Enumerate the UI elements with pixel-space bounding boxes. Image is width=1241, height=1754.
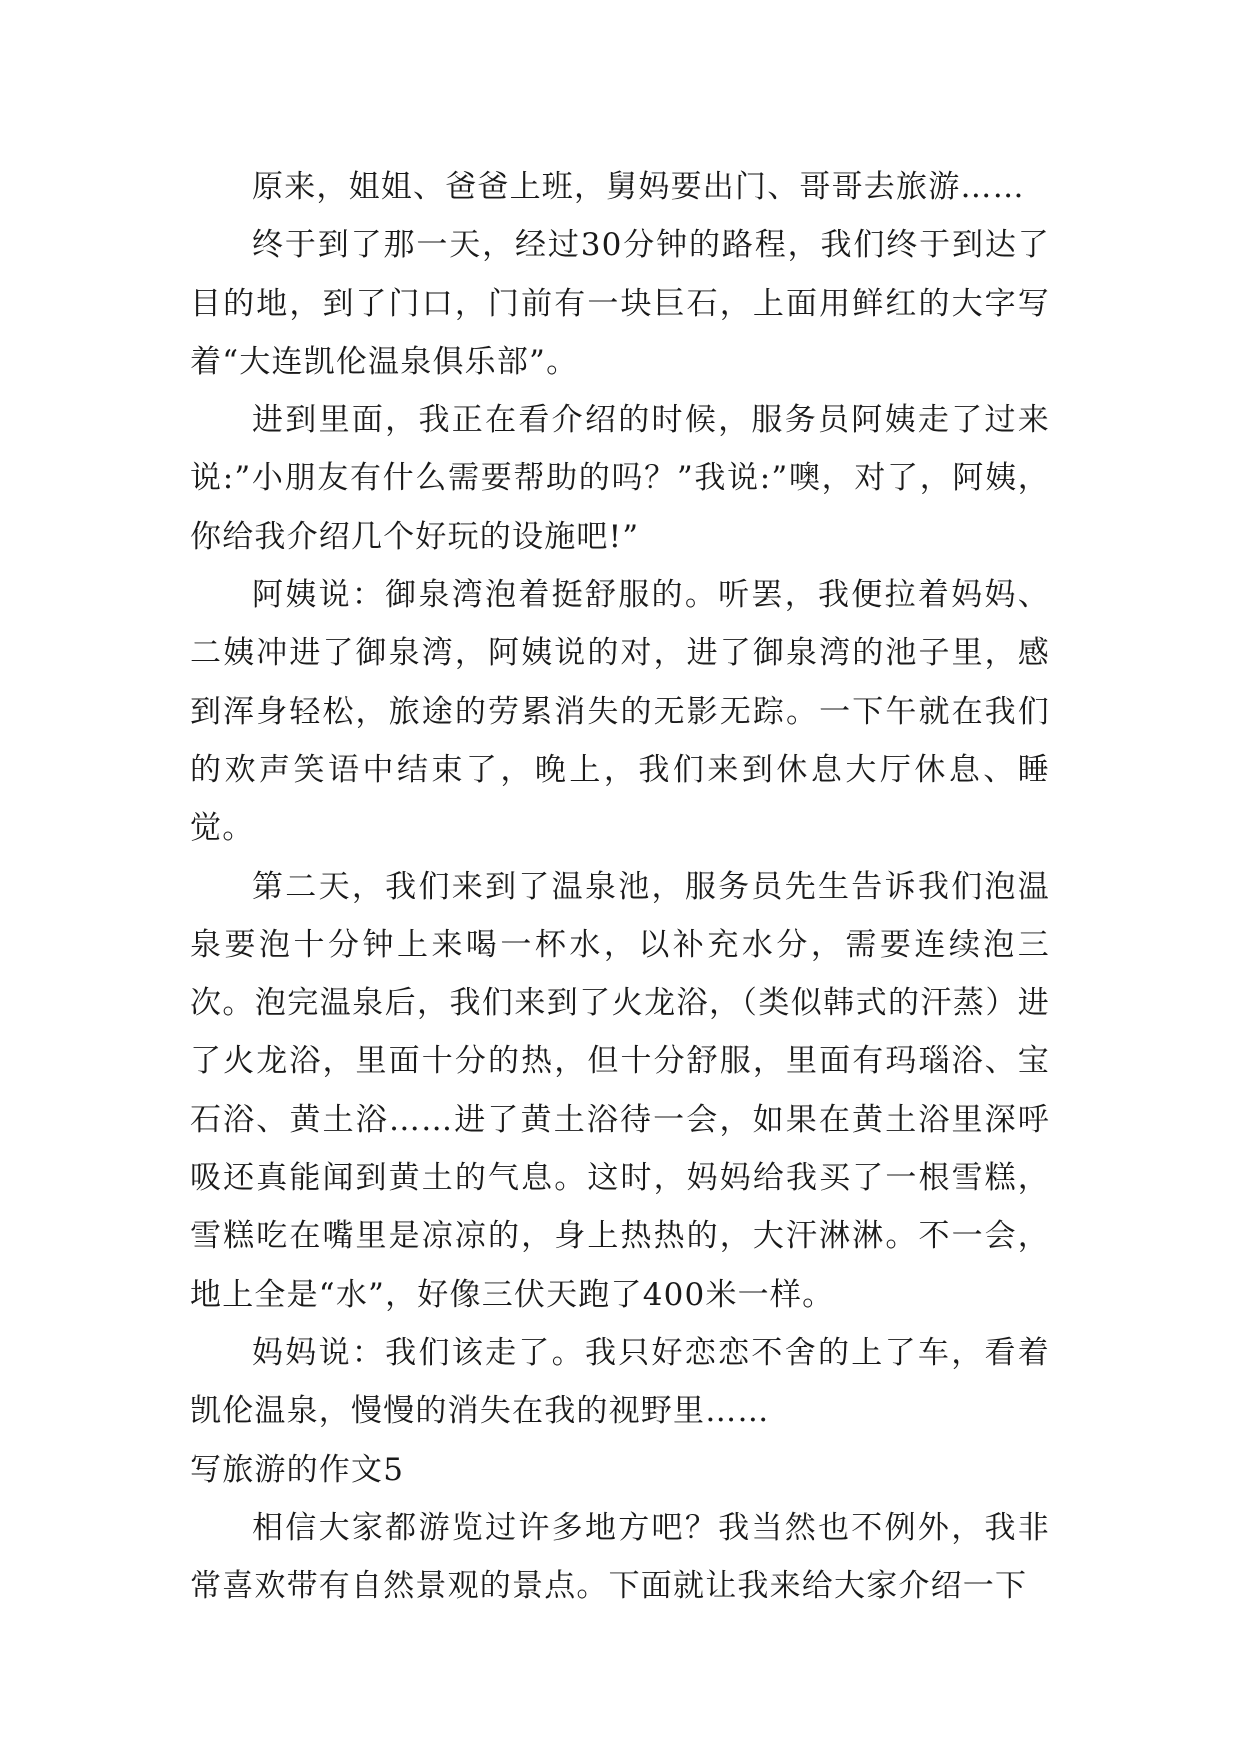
paragraph-1: 原来，姐姐、爸爸上班，舅妈要出门、哥哥去旅游…… xyxy=(252,169,1025,205)
paragraph-4: 阿姨说：御泉湾泡着挺舒服的。听罢，我便拉着妈妈、二姨冲进了御泉湾，阿姨说的对，进了御泉湾的池子里，感到浑身轻松，旅途的劳累消失的无影无踪。一下午就在我们的欢声笑语中结束了，晚上，我们来到休息大厅休息、睡觉。 xyxy=(190,577,1050,847)
section-heading: 写旅游的作文5 xyxy=(190,1451,405,1488)
document-body xyxy=(190,158,1050,1615)
paragraph-2: 终于到了那一天，经过30分钟的路程，我们终于到达了目的地，到了门口，门前有一块巨石，上面用鲜红的大字写着“大连凯伦温泉俱乐部”。 xyxy=(190,227,1050,380)
paragraph-3: 进到里面，我正在看介绍的时候，服务员阿姨走了过来说:”小朋友有什么需要帮助的吗？”我说:”噢，对了，阿姨，你给我介绍几个好玩的设施吧!” xyxy=(190,402,1050,555)
paragraph-7: 相信大家都游览过许多地方吧？我当然也不例外，我非常喜欢带有自然景观的景点。下面就让我来给大家介绍一下 xyxy=(190,1509,1050,1605)
paragraph-5: 第二天，我们来到了温泉池，服务员先生告诉我们泡温泉要泡十分钟上来喝一杯水，以补充水分，需要连续泡三次。泡完温泉后，我们来到了火龙浴，（类似韩式的汗蒸）进了火龙浴，里面十分的热，但十分舒服，里面有玛瑙浴、宝石浴、黄土浴……进了黄土浴待一会，如果在黄土浴里深呼吸还真能闻到黄土的气息。这时，妈妈给我买了一根雪糕，雪糕吃在嘴里是凉凉的，身上热热的，大汗淋淋。不一会，地上全是“水”，好像三伏天跑了400米一样。 xyxy=(190,868,1050,1313)
paragraph-6: 妈妈说：我们该走了。我只好恋恋不舍的上了车，看着凯伦温泉，慢慢的消失在我的视野里…… xyxy=(190,1334,1050,1430)
